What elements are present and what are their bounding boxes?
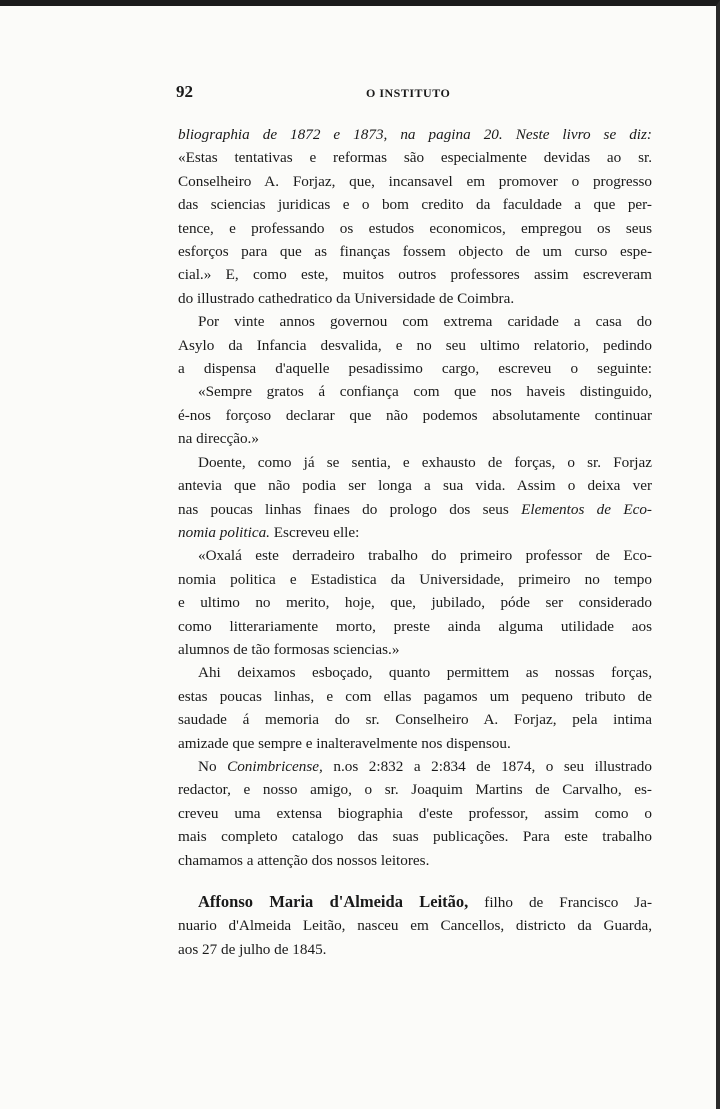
- text-fragment: bliographia de 1872 e 1873, na pagina 20. Neste livro se diz:: [178, 126, 652, 143]
- book-title: nomia politica.: [178, 523, 270, 541]
- text-line: amizade que sempre e inalteravelmente nos dispensou.: [178, 734, 511, 752]
- text-line: chamamos a attenção dos nossos leitores.: [178, 851, 430, 869]
- text-line: como litterariamente morto, preste ainda alguma utilidade aos: [178, 617, 652, 635]
- text-line: [178, 755, 652, 778]
- text-line: aos 27 de julho de 1845.: [178, 940, 327, 958]
- text-line: saudade á memoria do sr. Conselheiro A. Forjaz, pela intima: [178, 711, 652, 729]
- text-line: das sciencias juridicas e o bom credito da faculdade a que per-: [178, 196, 652, 214]
- text-line: [178, 521, 652, 544]
- text-line: estas poucas linhas, e com ellas pagamos um pequeno tributo de: [178, 687, 652, 705]
- text-line: a dispensa d'aquelle pesadissimo cargo, escreveu o seguinte:: [178, 360, 652, 378]
- text-line: do illustrado cathedratico da Universidade de Coimbra.: [178, 289, 515, 307]
- text-line: creveu uma extensa biographia d'este professor, assim como o: [178, 804, 652, 822]
- text-line: «Estas tentativas e reformas são especialmente devidas ao sr.: [178, 149, 652, 167]
- body-text: [178, 123, 652, 961]
- text-line: [178, 498, 652, 521]
- text-line: tence, e professando os estudos economicos, empregou os seus: [178, 219, 652, 237]
- text-line: [178, 890, 652, 914]
- text-line: na direcção.»: [178, 430, 259, 448]
- running-title: O INSTITUTO: [366, 86, 451, 100]
- text-line: antevia que não podia ser longa a sua vida. Assim o deixa ver: [178, 477, 652, 495]
- text-line: Por vinte annos governou com extrema caridade a casa do: [198, 313, 652, 331]
- text-fragment: filho de Francisco Ja-: [484, 894, 652, 911]
- text-line: esforços para que as finanças fossem objecto de um curso espe-: [178, 243, 652, 261]
- text-line: Conselheiro A. Forjaz, que, incansavel em promover o progresso: [178, 172, 652, 190]
- text-fragment: No: [198, 757, 217, 775]
- book-title: Elementos de Eco-: [521, 500, 652, 518]
- text-line: redactor, e nosso amigo, o sr. Joaquim Martins de Carvalho, es-: [178, 781, 652, 799]
- text-fragment: nas poucas linhas finaes do prologo dos seus: [178, 500, 509, 518]
- text-line: «Oxalá este derradeiro trabalho do primeiro professor de Eco-: [198, 547, 652, 565]
- newspaper-title: Conimbricense,: [227, 757, 323, 775]
- page-header: [176, 82, 652, 108]
- text-line: [178, 123, 652, 146]
- biography-name: Affonso Maria d'Almeida Leitão,: [198, 892, 469, 911]
- text-line: Doente, como já se sentia, e exhausto de forças, o sr. Forjaz: [198, 453, 652, 471]
- text-line: e ultimo no merito, hoje, que, jubilado, póde ser considerado: [178, 594, 652, 612]
- text-line: nuario d'Almeida Leitão, nasceu em Cancellos, districto da Guarda,: [178, 917, 652, 935]
- text-line: Asylo da Infancia desvalida, e no seu ultimo relatorio, pedindo: [178, 336, 652, 354]
- text-line: é-nos forçoso declarar que não podemos absolutamente continuar: [178, 406, 652, 424]
- text-fragment: Escreveu elle:: [273, 523, 360, 541]
- text-line: alumnos de tão formosas sciencias.»: [178, 640, 400, 658]
- section-gap: [178, 872, 652, 890]
- text-line: cial.» E, como este, muitos outros professores assim escreveram: [178, 266, 652, 284]
- text-line: «Sempre gratos á confiança com que nos haveis distinguido,: [198, 383, 652, 401]
- text-fragment: n.os 2:832 a 2:834 de 1874, o seu illustrado: [333, 757, 652, 775]
- page-number: 92: [176, 82, 193, 101]
- text-line: nomia politica e Estadistica da Universidade, primeiro no tempo: [178, 570, 652, 588]
- text-line: Ahi deixamos esboçado, quanto permittem as nossas forças,: [198, 664, 652, 682]
- text-line: mais completo catalogo das suas publicações. Para este trabalho: [178, 828, 652, 846]
